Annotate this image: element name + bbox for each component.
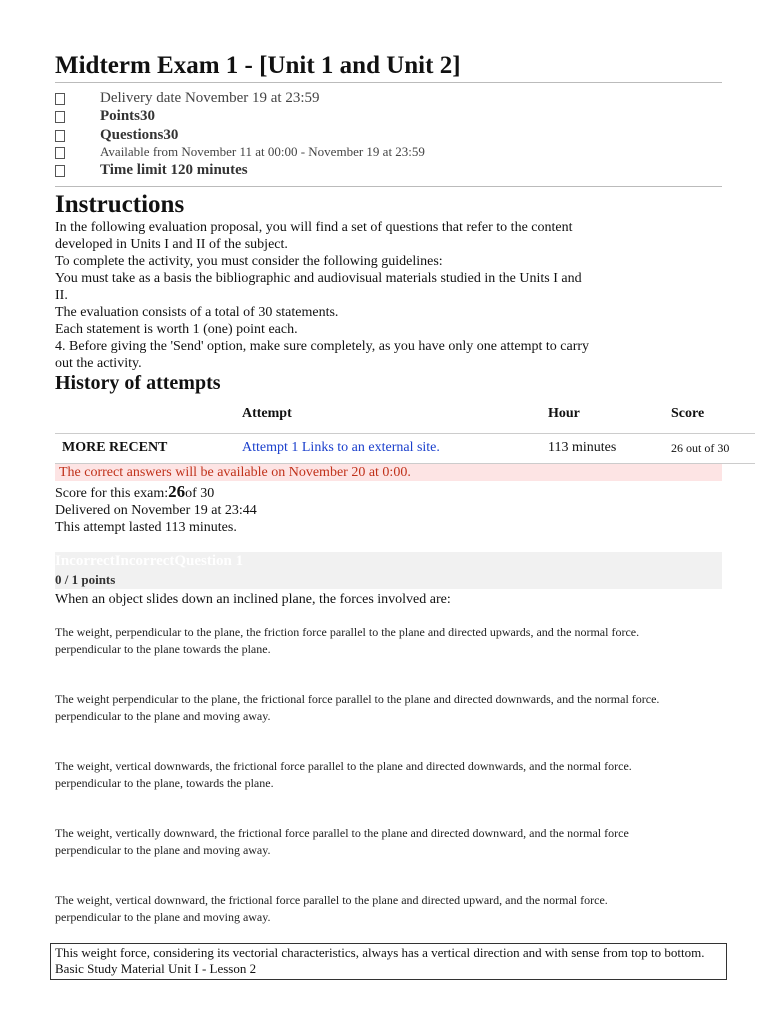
answer-option[interactable] <box>55 691 735 725</box>
instructions-line: Each statement is worth 1 (one) point each. <box>55 322 298 337</box>
column-header-score: Score <box>671 406 705 421</box>
duration-text: This attempt lasted 113 minutes. <box>55 520 237 535</box>
column-header-attempt: Attempt <box>242 406 292 421</box>
instructions-line: To complete the activity, you must consider the following guidelines: <box>55 254 443 269</box>
history-table-header <box>55 404 755 432</box>
attempt-link[interactable]: Attempt 1 Links to an external site. <box>242 440 440 455</box>
score-line <box>55 483 257 502</box>
answers-availability-notice <box>55 464 722 481</box>
question-header <box>55 552 722 589</box>
instructions-line: In the following evaluation proposal, you will find a set of questions that refer to the content developed in Units I and II of the subject. <box>55 220 573 252</box>
score-value: 26 <box>168 482 186 501</box>
points-text: Points30 <box>100 108 156 124</box>
answer-text: The weight perpendicular to the plane, the frictional force parallel to the plane and directed downwards, and the normal force. <box>55 692 660 706</box>
table-row <box>55 438 755 462</box>
instructions-line: The evaluation consists of a total of 30 statements. <box>55 305 339 320</box>
answer-text: perpendicular to the plane towards the plane. <box>55 642 271 656</box>
score-summary <box>55 483 257 536</box>
answer-text: The weight, vertical downwards, the frictional force parallel to the plane and directed downwards, and the normal force. <box>55 759 632 773</box>
missing-glyph-box-icon <box>55 165 65 177</box>
delivery-date-text: Delivery date November 19 at 23:59 <box>100 90 320 106</box>
column-header-hour: Hour <box>548 406 580 421</box>
time-limit-text: Time limit 120 minutes <box>100 162 248 178</box>
instructions-heading: Instructions <box>55 191 185 218</box>
answer-text: perpendicular to the plane and moving away. <box>55 843 271 857</box>
availability-text: Available from November 11 at 00:00 - November 19 at 23:59 <box>100 144 425 159</box>
notice-text: The correct answers will be available on November 20 at 0:00. <box>59 465 411 480</box>
history-heading: History of attempts <box>55 372 221 394</box>
missing-glyph-box-icon <box>55 130 65 142</box>
missing-glyph-box-icon <box>55 111 65 123</box>
instructions-line: You must take as a basis the bibliographic and audiovisual materials studied in the Units I and II. <box>55 271 582 303</box>
divider <box>55 186 722 187</box>
answer-text: The weight, vertical downward, the frictional force parallel to the plane and directed upward, and the normal force. <box>55 893 608 907</box>
questions-detail <box>55 127 722 145</box>
answer-option[interactable] <box>55 758 735 792</box>
table-divider <box>55 433 755 434</box>
answer-text: perpendicular to the plane and moving away. <box>55 910 271 924</box>
answer-option[interactable] <box>55 892 735 926</box>
question-points: 0 / 1 points <box>55 572 116 587</box>
attempt-label: MORE RECENT <box>62 440 168 455</box>
attempt-hour: 113 minutes <box>548 440 617 455</box>
instructions-body <box>55 219 595 372</box>
time-limit-detail <box>55 162 722 180</box>
answer-option[interactable] <box>55 825 735 859</box>
instructions-line: 4. Before giving the 'Send' option, make sure completely, as you have only one attempt to carry out the activity. <box>55 339 590 371</box>
delivery-date-detail <box>55 90 722 108</box>
answer-text: perpendicular to the plane and moving away. <box>55 709 271 723</box>
answer-text: The weight, vertically downward, the frictional force parallel to the plane and directed downward, and the normal force <box>55 826 629 840</box>
answer-option[interactable] <box>55 624 735 658</box>
missing-glyph-box-icon <box>55 93 65 105</box>
score-label: Score for this exam: <box>55 486 169 501</box>
delivered-text: Delivered on November 19 at 23:44 <box>55 503 257 518</box>
answer-text: The weight, perpendicular to the plane, the friction force parallel to the plane and directed upwards, and the normal force. <box>55 625 640 639</box>
score-total: of 30 <box>185 486 215 501</box>
missing-glyph-box-icon <box>55 147 65 159</box>
questions-text: Questions30 <box>100 127 179 143</box>
answer-feedback: This weight force, considering its vectorial characteristics, always has a vertical direction and with sense from top to bottom. Basic Study Material Unit I - Lesson 2 <box>50 943 727 980</box>
availability-detail <box>55 144 722 162</box>
attempt-score: 26 out of 30 <box>671 441 730 455</box>
answer-text: perpendicular to the plane, towards the plane. <box>55 776 274 790</box>
page-title: Midterm Exam 1 - [Unit 1 and Unit 2] <box>55 50 722 83</box>
question-text: When an object slides down an inclined plane, the forces involved are: <box>55 592 451 607</box>
question-title: IncorrectIncorrectQuestion 1 <box>55 553 244 569</box>
points-detail <box>55 108 722 126</box>
